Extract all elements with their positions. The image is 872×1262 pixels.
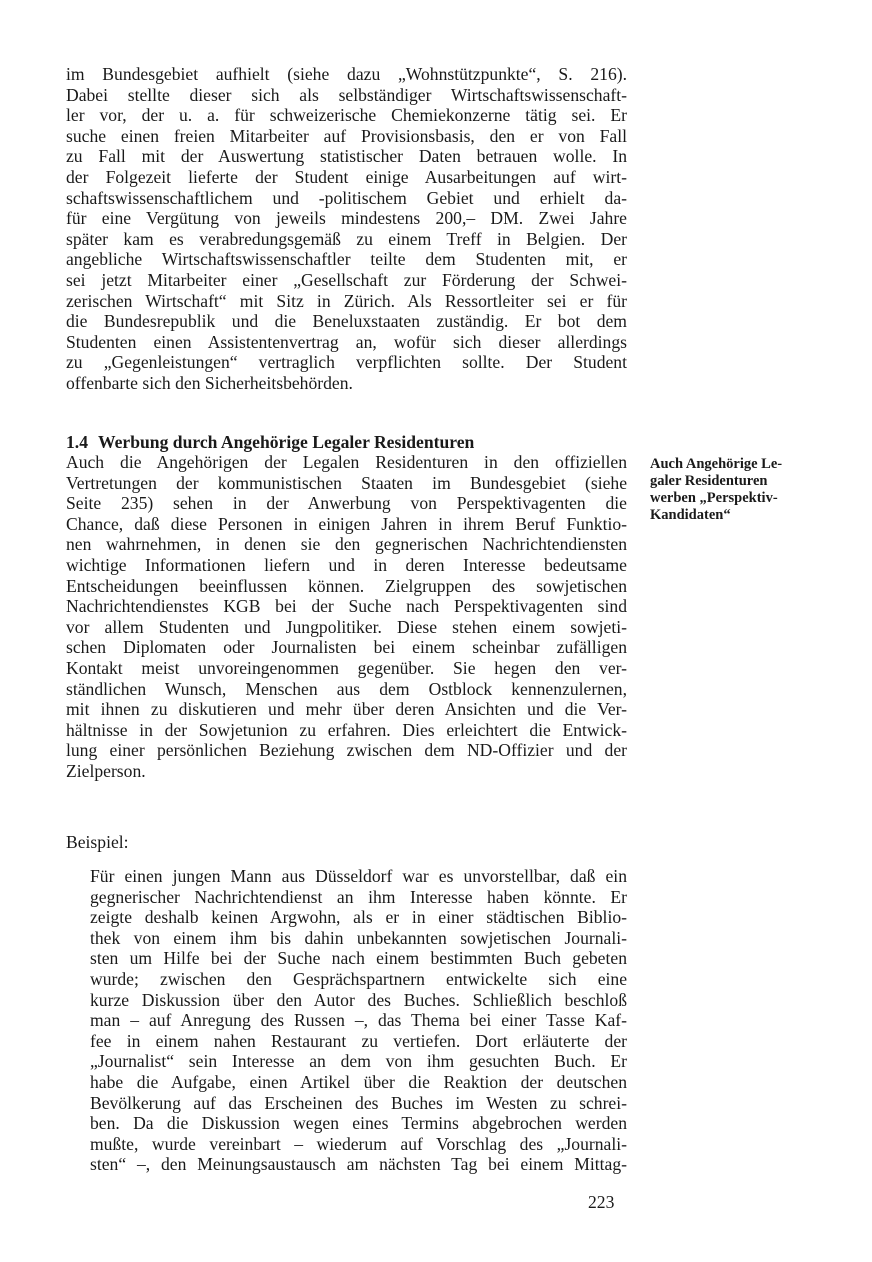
text-line: wichtige Informationen liefern und in deren Interesse bedeutsame: [66, 554, 627, 575]
text-line: zeigte deshalb keinen Argwohn, als er in einer städtischen Biblio-: [90, 907, 627, 928]
text-line: sei jetzt Mitarbeiter einer „Gesellschaft zur Förderung der Schwei-: [66, 269, 627, 290]
text-line: Vertretungen der kommunistischen Staaten im Bundesgebiet (siehe: [66, 472, 627, 493]
text-line: „Journalist“ sein Interesse an dem von ihm gesuchten Buch. Er: [90, 1051, 627, 1072]
text-line: Dabei stellte dieser sich als selbständiger Wirtschaftswissenschaft-: [66, 84, 627, 105]
margin-note-line: Kandidaten“: [650, 507, 731, 523]
text-line: zu „Gegenleistungen“ vertraglich verpflichten sollte. Der Student: [66, 352, 627, 373]
page-number: 223: [588, 1192, 615, 1212]
text-line: Bevölkerung auf das Erscheinen des Buches im Westen zu schrei-: [90, 1092, 627, 1113]
text-line: vor allem Studenten und Jungpolitiker. Diese stehen einem sowjeti-: [66, 616, 627, 637]
text-line: die Bundesrepublik und die Beneluxstaaten zuständig. Er bot dem: [66, 311, 627, 332]
text-line: zerischen Wirtschaft“ mit Sitz in Zürich. Als Ressortleiter sei er für: [66, 290, 627, 311]
section-title: Werbung durch Angehörige Legaler Residenturen: [98, 432, 475, 452]
text-line: schen Diplomaten oder Journalisten bei einem scheinbar zufälligen: [66, 637, 627, 658]
section-heading: [66, 431, 474, 453]
text-line: mit ihnen zu diskutieren und mehr über deren Ansichten und die Ver-: [66, 699, 627, 720]
text-line: Chance, daß diese Personen in einigen Jahren in ihrem Beruf Funktio-: [66, 513, 627, 534]
text-line: fee in einem nahen Restaurant zu vertiefen. Dort erläuterte der: [90, 1030, 627, 1051]
text-line: wurde; zwischen den Gesprächspartnern entwickelte sich eine: [90, 968, 627, 989]
text-line: habe die Aufgabe, einen Artikel über die Reaktion der deutschen: [90, 1071, 627, 1092]
text-line: ben. Da die Diskussion wegen eines Termins abgebrochen werden: [90, 1113, 627, 1134]
margin-note-line: galer Residenturen: [650, 473, 768, 489]
margin-note: [650, 456, 825, 524]
text-line: Kontakt meist unvoreingenommen gegenüber. Sie hegen den ver-: [66, 657, 627, 678]
text-line: suche einen freien Mitarbeiter auf Provisionsbasis, den er von Fall: [66, 125, 627, 146]
example-paragraph: [90, 866, 627, 1175]
text-line: offenbarte sich den Sicherheitsbehörden.: [66, 372, 353, 393]
text-line: thek von einem ihm bis dahin unbekannten sowjetischen Journali-: [90, 927, 627, 948]
text-line: der Folgezeit lieferte der Student einige Ausarbeitungen auf wirt-: [66, 166, 627, 187]
section-paragraph: [66, 452, 627, 782]
text-line: zu Fall mit der Auswertung statistischer Daten betrauen wolle. In: [66, 146, 627, 167]
text-line: angebliche Wirtschaftswissenschaftler teilte dem Studenten mit, er: [66, 249, 627, 270]
text-line: im Bundesgebiet aufhielt (siehe dazu „Wohnstützpunkte“, S. 216).: [66, 64, 627, 84]
text-line: ler vor, der u. a. für schweizerische Chemiekonzerne tätig sei. Er: [66, 105, 627, 126]
text-line: später kam es verabredungsgemäß zu einem Treff in Belgien. Der: [66, 228, 627, 249]
margin-note-line: werben „Perspektiv-: [650, 490, 778, 506]
text-line: Nachrichtendienstes KGB bei der Suche nach Perspektivagenten sind: [66, 596, 627, 617]
text-line: ständlichen Wunsch, Menschen aus dem Ostblock kennenzulernen,: [66, 678, 627, 699]
text-line: gegnerischer Nachrichtendienst an ihm Interesse haben könnte. Er: [90, 886, 627, 907]
text-line: mußte, wurde vereinbart – wiederum auf Vorschlag des „Journali-: [90, 1133, 627, 1154]
text-line: schaftswissenschaftlichem und -politischem Gebiet und erhielt da-: [66, 187, 627, 208]
text-line: Zielperson.: [66, 760, 146, 781]
text-line: für eine Vergütung von jeweils mindestens 200,– DM. Zwei Jahre: [66, 208, 627, 229]
text-line: Entscheidungen beeinflussen können. Zielgruppen des sowjetischen: [66, 575, 627, 596]
text-line: sten“ –, den Meinungsaustausch am nächsten Tag bei einem Mittag-: [90, 1154, 627, 1175]
text-line: kurze Diskussion über den Autor des Buches. Schließlich beschloß: [90, 989, 627, 1010]
text-line: Für einen jungen Mann aus Düsseldorf war es unvorstellbar, daß ein: [90, 866, 627, 886]
text-line: sten um Hilfe bei der Suche nach einem bestimmten Buch gebeten: [90, 948, 627, 969]
margin-note-line: Auch Angehörige Le-: [650, 456, 783, 472]
text-line: Auch die Angehörigen der Legalen Residenturen in den offiziellen: [66, 452, 627, 472]
example-label: Beispiel:: [66, 832, 129, 852]
section-number: 1.4: [66, 432, 88, 452]
text-line: Studenten einen Assistentenvertrag an, wofür sich dieser allerdings: [66, 331, 627, 352]
text-line: man – auf Anregung des Russen –, das Thema bei einer Tasse Kaf-: [90, 1010, 627, 1031]
text-line: lung einer persönlichen Beziehung zwischen dem ND-Offizier und der: [66, 740, 627, 761]
intro-paragraph: [66, 64, 627, 394]
text-line: nen wahrnehmen, in denen sie den gegnerischen Nachrichtendiensten: [66, 534, 627, 555]
text-line: Seite 235) sehen in der Anwerbung von Perspektivagenten die: [66, 493, 627, 514]
text-line: hältnisse in der Sowjetunion zu erfahren. Dies erleichtert die Entwick-: [66, 719, 627, 740]
